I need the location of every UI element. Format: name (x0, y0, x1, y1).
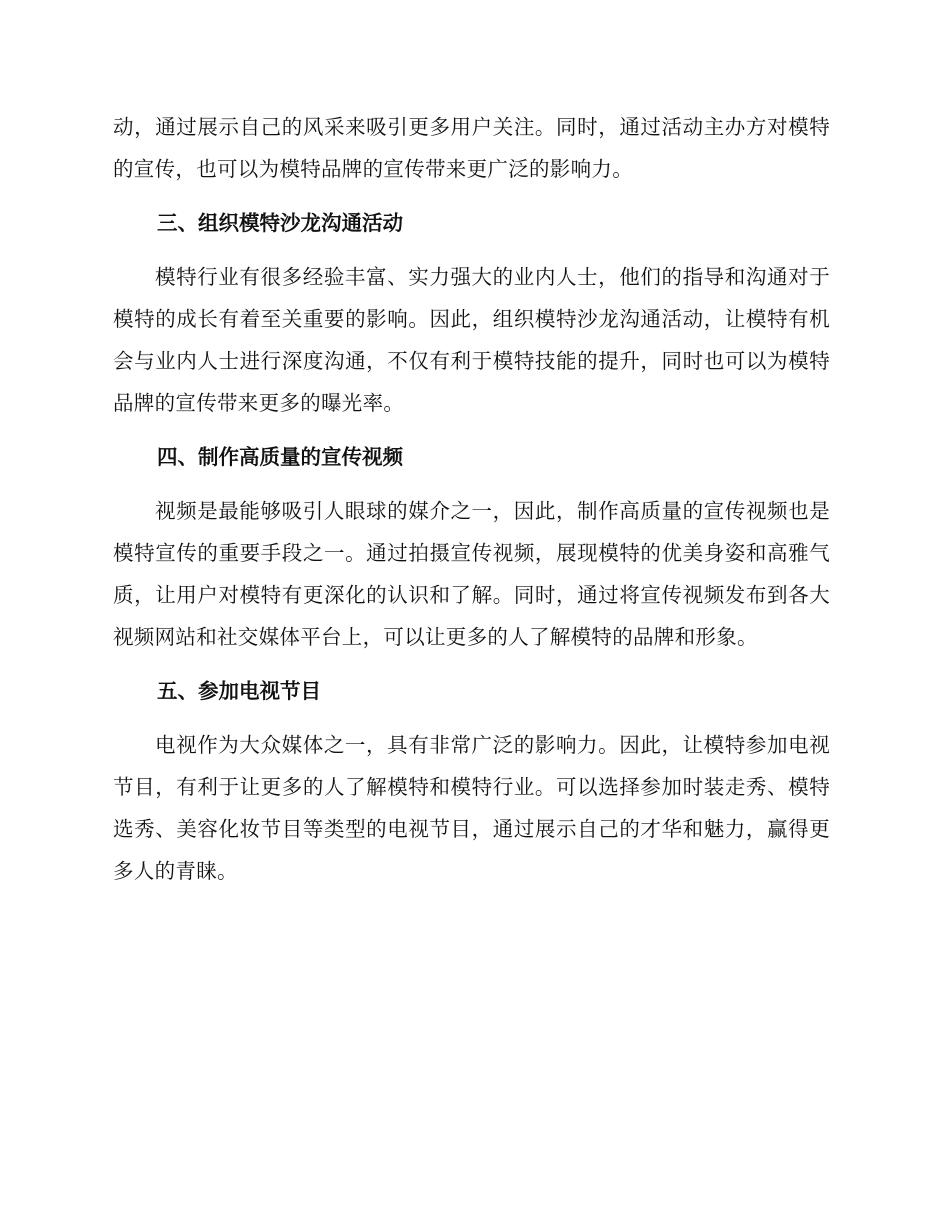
section-body-5: 电视作为大众媒体之一，具有非常广泛的影响力。因此，让模特参加电视节目，有利于让更多的人了解模特和模特行业。可以选择参加时装走秀、模特选秀、美容化妆节目等类型的电视节目，通过展示自己的才华和魅力，赢得更多人的青睐。 (113, 733, 830, 883)
document-page (113, 106, 830, 892)
section-heading-3: 三、组织模特沙龙沟通活动 (157, 211, 403, 235)
section-heading-5: 五、参加电视节目 (157, 679, 321, 703)
section-body-4: 视频是最能够吸引人眼球的媒介之一，因此，制作高质量的宣传视频也是模特宣传的重要手段之一。通过拍摄宣传视频，展现模特的优美身姿和高雅气质，让用户对模特有更深化的认识和了解。同时，通过将宣传视频发布到各大视频网站和社交媒体平台上，可以让更多的人了解模特的品牌和形象。 (113, 499, 830, 649)
spacer (113, 712, 830, 724)
section-body-3: 模特行业有很多经验丰富、实力强大的业内人士，他们的指导和沟通对于模特的成长有着至关重要的影响。因此，组织模特沙龙沟通活动，让模特有机会与业内人士进行深度沟通，不仅有利于模特技能的提升，同时也可以为模特品牌的宣传带来更多的曝光率。 (113, 265, 830, 415)
spacer (113, 658, 830, 670)
spacer (113, 478, 830, 490)
spacer (113, 424, 830, 436)
intro-paragraph: 动，通过展示自己的风采来吸引更多用户关注。同时，通过活动主办方对模特的宣传，也可以为模特品牌的宣传带来更广泛的影响力。 (113, 115, 830, 181)
spacer (113, 244, 830, 256)
section-heading-4: 四、制作高质量的宣传视频 (157, 445, 403, 469)
spacer (113, 190, 830, 202)
